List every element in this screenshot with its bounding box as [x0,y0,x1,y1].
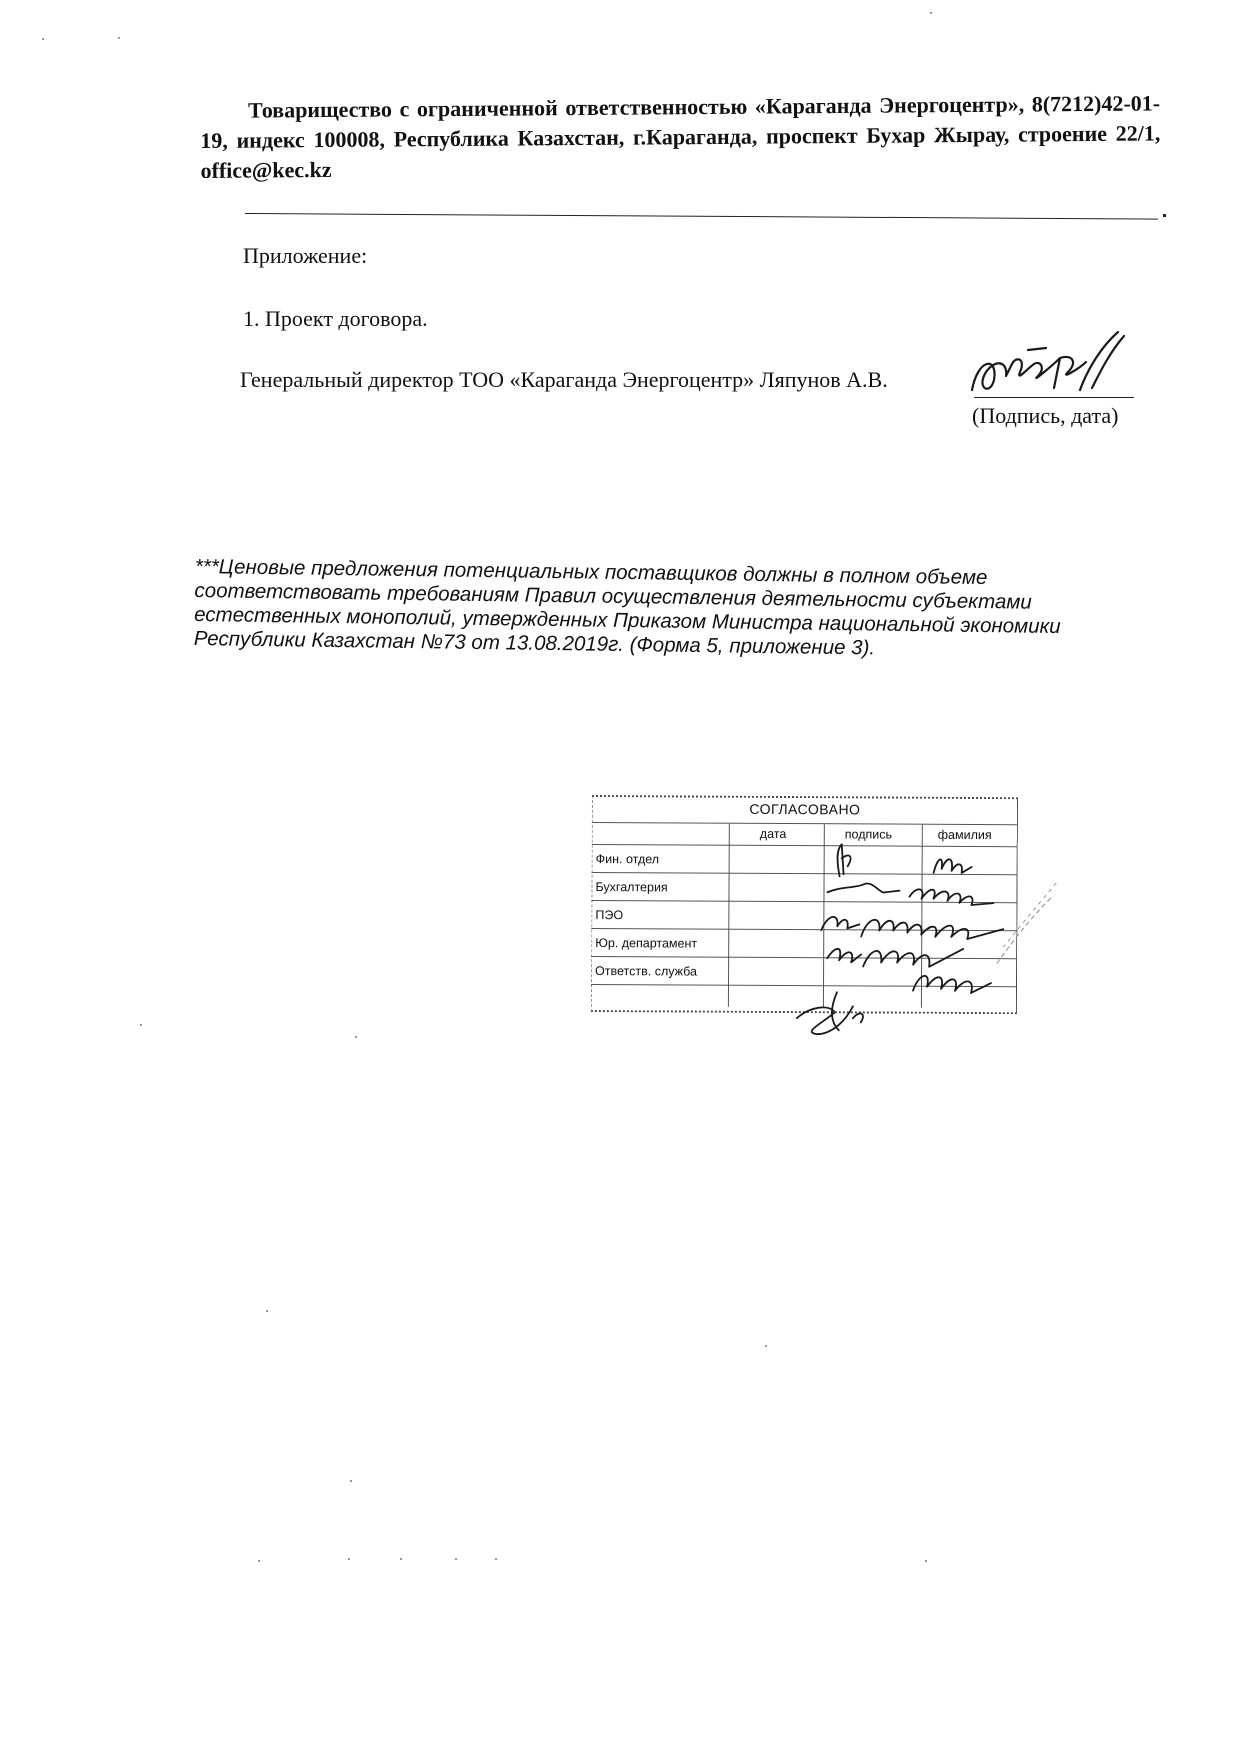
stamp-row-legal: Юр. департамент [595,936,698,951]
appendix-item: 1. Проект договора. [243,306,428,331]
scan-speck [350,1480,352,1482]
stamp-row-fin: Фин. отдел [595,852,660,867]
stamp-row-peo: ПЭО [595,908,624,923]
scan-speck [355,1036,357,1038]
scan-speck [925,1560,927,1562]
scan-speck [930,12,932,14]
header-underline-end-dot [1163,214,1166,217]
stamp-column-signature: подпись [844,827,893,842]
stamp-column-date: дата [759,826,787,842]
appendix-title: Приложение: [243,243,368,268]
director-signature [968,328,1133,402]
director-line: Генеральный директор ТОО «Караганда Энергоцентр» Ляпунов А.В. [240,367,888,392]
scan-speck [140,1024,142,1026]
signature-caption: (Подпись, дата) [972,403,1119,428]
header-underline [245,213,1158,220]
scan-speck [42,38,44,40]
scan-speck [765,1345,767,1347]
stamp-row-accounting: Бухгалтерия [595,880,668,895]
scan-speck [118,37,120,39]
scan-speck [455,1558,457,1560]
scan-speck [400,1558,402,1560]
scan-speck [258,1560,260,1562]
approval-stamp [591,795,1018,1014]
stamp-title: СОГЛАСОВАНО [749,800,861,818]
stamp-column-surname: фамилия [937,827,992,843]
scan-speck [266,1310,268,1312]
company-header: Товарищество с ограниченной ответственностью «Караганда Энергоцентр», 8(7212)42-01-19, индекс 100008, Республика Казахстан, г.Караганда, проспект Бухар Жырау, строение 22/1, office@kec.kz [200,90,1161,183]
price-offer-note: ***Ценовые предложения потенциальных поставщиков должны в полном объеме соответствовать требованиям Правил осуществления деятельности субъектами естественных монополий, утвержденных Приказом Министра национальной экономики Республики Казахстан №73 от 13.08.2019г. (Форма 5, приложение 3). [193,555,1061,660]
stamp-row-responsible: Ответств. служба [595,964,698,979]
stamp-handwritten-signatures [591,795,1062,1047]
scan-speck [495,1558,497,1560]
scan-speck [348,1558,350,1560]
